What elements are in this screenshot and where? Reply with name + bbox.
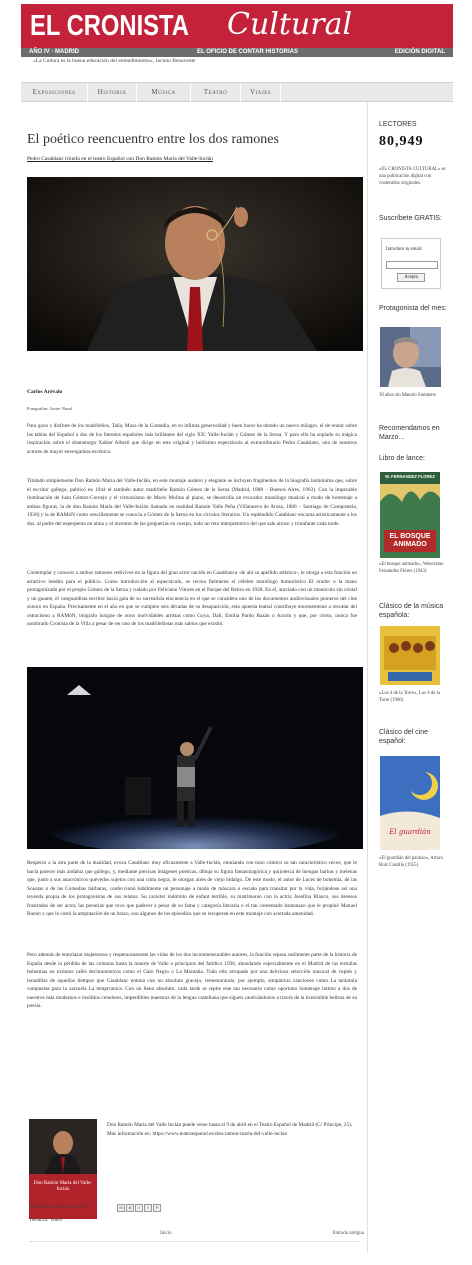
- music-title: Clásico de la música española:: [379, 603, 444, 619]
- protagonist-caption[interactable]: 30 años sin Manolo Summers: [379, 393, 437, 398]
- show-poster-image: [29, 1119, 97, 1219]
- nav-item-teatro[interactable]: Teatro: [191, 83, 241, 102]
- photo-credit: Fotografías: Javier Naval: [27, 406, 73, 411]
- protagonist-image: [380, 327, 441, 387]
- paragraph-2: Titulado simplemente Don Ramón María del Valle-Inclán, en este montaje austero y elegante se incluyen fragmentos de la biografía homónima que, sobre el escritor gallego, publicó en 1944 el también autor madrileño Ramón Gómez de la Serna (Madrid, 1888 – Buenos Aires, 1963). Con la impecable iluminación de Juan Gómez-Cornejo y el virtuosismo de Mario Molina al piano, se desarrolla un evocador monólogo musical a modo de homenaje a ambas figuras, la de don Ramón María del Valle-Inclán llamado en realidad Ramón Valle Peña (Villanueva de Arosa, 1866 – Santiago de Compostela, 1936) y la de RAMóN como sencillamente se conocía a Gómez de la Serna en los círculos literarios. Un espléndido Casablanc encarna artísticamente a los dos, al padre del esperpento en alma y al inventor de las greguerías en cuerpo, todo un reto interpretativo del que sale airoso y triunfante cada tarde.: [27, 478, 357, 527]
- subscribe-form: [381, 238, 441, 289]
- actor-portrait-image: [27, 177, 363, 351]
- edition-label: EDICIÓN DIGITAL: [394, 49, 445, 55]
- album-cover-image: [380, 626, 440, 685]
- recommend-title: Recomendamos en Marzo...: [379, 425, 440, 441]
- album-cover[interactable]: [380, 626, 440, 685]
- movie-poster-text: El guardián: [389, 828, 431, 836]
- main-navigation: [21, 82, 453, 102]
- older-posts-link[interactable]: Entrada antigua: [332, 1231, 364, 1236]
- paragraph-1: Para gozo y disfrute de los madrileños, Talía, Musa de la Comedia, en su infinita generosidad y buen hacer ha obrado un nuevo milagro, el de reunir sobre las tablas del Español a dos de los literatos españoles más brillantes del siglo XX: Valle-Inclán y Gómez de la Serna. Y para ello ha soplado su mágica inspiración sobre el dramaturgo Xabier Alberti que dirige en este original y bellísimo espectáculo al extraordinario Pedro Casablanc, uno de nuestros actores de mayor envergadura escénica.: [27, 423, 357, 455]
- paragraph-3: Contemplar y conocer a ambos ramones redivivos en la figura del gran actor nacido en Casablanca -de ahí su apellido artístico-, le otorga a esta función un atractivo inédito para el público. Como introducción al espectáculo, se recrea fielmente el célebre monólogo humorístico El orador o la mano protagonizado por el propio Gómez de la Serna y rodado por Feliciano Vitores en el Parque del Retiro en 1928. En él, ataviado con un monóculo sin cristal y un guante, el vanguardista escritor hacía gala de su surrealista elocuencia en el que se considera uno de los documentos audiovisuales pioneros del cine sonoro en España. Precisamente en el año en que se cumplen seis décadas de su desaparición, esta apuesta teatral contribuye enormemente a rescatar del ostracismo a RAMóN, biógrafo insigne de otros inolvidables artistas como Goya, Dalí, Emilia Pardo Bazán o Azorín y que, por cierto, nunca fue nombrado Cronista de la Villa a pesar de ser uno de los madrileñistas más sabios que existió.: [27, 570, 357, 627]
- book-cover[interactable]: [380, 472, 440, 558]
- movie-poster-image: [380, 756, 440, 850]
- published-date[interactable]: publicado en marzo 08, 2023: [29, 1205, 88, 1210]
- site-blurb: «EL CRONISTA CULTURAL» es una publicación digital con contenidos originales.: [379, 167, 446, 186]
- issue-label: AÑO IV · MADRID: [29, 49, 79, 55]
- cinema-caption[interactable]: «El guardián del paraíso», Arturo Ruiz Castillo (1955): [379, 856, 444, 868]
- stage-image: [27, 667, 363, 849]
- book-cover-author: W. FERNANDEZ FLOREZ: [385, 474, 435, 479]
- nav-item-historia[interactable]: Historia: [88, 83, 137, 102]
- cinema-title: Clásico del cine español:: [379, 729, 429, 745]
- post-title[interactable]: El poético reencuentro entre los dos ramones: [27, 132, 279, 147]
- post-author: Carlos Arévalo: [27, 389, 63, 395]
- motto-label: EL OFICIO DE CONTAR HISTORIAS: [197, 49, 299, 55]
- paragraph-4: Respecto a la otra parte de la dualidad, evoca Casablanc muy eficazmente a Valle-Inclán, emulando con tono cómico su tan característico ceceo, que le hacía parecer más andaluz que gallego, y, mediante precisas imágenes poéticas, dibuja su figura fantasmagórica y quijotesca de luengas barbas y melenas que, junto a sus anacrónicos quevedos sujetos con una cinta negra, le otorgan aires de viejo hidalgo. De este modo, el autor de Luces de bohemia, de las Sonatas o de las Comedias bárbaras, confeccionó hábilmente un personaje a modo de máscara o escudo para transitar por la vida, forjándose así una leyenda propia de los protagonistas de sus relatos. Su carácter indómito de enfant terrible, su matrimonio con la actriz Josefina Blanco, sus desesos frustrados de ser actor, las penurias que tuvo que padecer a pesar de su fama y categoría literaria o el tan comentado bastonazo que le propinó Manuel Bueno y que le costó la amputación de un brazo, son algunos de los episodios que se recuperan en este montaje con acertada amenidad.: [27, 860, 357, 917]
- pinterest-share-icon[interactable]: P: [153, 1204, 161, 1212]
- actor-portrait-photo[interactable]: [27, 177, 363, 351]
- site-header[interactable]: [21, 4, 453, 48]
- movie-poster[interactable]: [380, 756, 440, 850]
- subscribe-email-label: Introduce tu email:: [386, 247, 423, 252]
- nav-item-musica[interactable]: Música: [137, 83, 191, 102]
- twitter-share-icon[interactable]: t: [135, 1204, 143, 1212]
- paragraph-5: Pero además de entrelazar majestuosa y respetuosamente las vidas de los dos inconmensurables autores, la función repasa sutilmente parte de la historia de España desde la pérdida de las colonias hasta la muerte de Valle a principios del fatídico 1936, ahondando especialmente en el Madrid de las tertulias bohemias en extintos cafés decimonónicos como el Gato Negro o La Montaña. Todo ello arropado por una deliciosa selección musical de cuplés y tonadillas de aquellos tiempos que Casablanc entona con un absoluto gracejo, rememorando, por ejemplo, simpáticas canciones como La tarántula compuesta para la zarzuela La temprranica. Con un lleno absoluto, cada tarde se repite este tan necesario como oportuno homenaje íntimo a dos de nuestros más modernos e insólitos creadores, imperdibles maestros de la lengua castellana que siguen cautivándonos a través de la irresistible belleza de su poesía.: [27, 952, 357, 1009]
- site-logo-script[interactable]: Cultural: [227, 7, 353, 42]
- readers-count: 80,949: [379, 134, 424, 149]
- book-caption[interactable]: «El bosque animado», Wenceslao Fernández Flórez (1943): [379, 562, 444, 574]
- show-poster[interactable]: [29, 1119, 97, 1219]
- show-info-note[interactable]: Don Ramón María del Valle Inclán puede verse hasta el 9 de abril en el Teatro Español de Madrid (C/ Príncipe, 25). Más información en: https://www.teatroespanol.es/don-ramon-maria-del-valle-inclan: [107, 1122, 353, 1137]
- book-title: Libro de lance:: [379, 455, 425, 462]
- site-logo-title[interactable]: EL CRONISTA: [30, 10, 189, 42]
- nav-item-exposiciones[interactable]: Exposiciones: [21, 83, 88, 102]
- share-buttons: [117, 1204, 162, 1212]
- post-subtitle: Pedro Casablanc triunfa en el teatro Español con Don Ramón María del Valle-Inclán: [27, 156, 213, 162]
- protagonist-title: Protagonista del mes:: [379, 305, 447, 312]
- book-cover-title: EL BOSQUE ANIMADO: [389, 533, 431, 548]
- post-labels[interactable]: Temática: Teatro: [29, 1218, 63, 1223]
- header-subbar: [21, 48, 453, 57]
- home-link[interactable]: Inicio: [160, 1231, 172, 1236]
- readers-title: LECTORES: [379, 121, 417, 128]
- header-quote: «La Cultura es la buena educación del entendimiento», Jacinto Benavente: [33, 58, 196, 64]
- email-share-icon[interactable]: M: [117, 1204, 125, 1212]
- music-caption[interactable]: «Los 4 de la Torre», Los 4 de la Torre (1966): [379, 691, 440, 703]
- nav-item-viajes[interactable]: Viajes: [241, 83, 281, 102]
- main-column: [21, 102, 368, 1252]
- poster-title: Don Ramón María del Valle-Inclán: [34, 1181, 92, 1192]
- stage-photo[interactable]: [27, 667, 363, 849]
- blog-share-icon[interactable]: B: [126, 1204, 134, 1212]
- subscribe-email-input[interactable]: [386, 261, 438, 269]
- subscribe-title: Suscríbete GRATIS:: [379, 215, 442, 222]
- sidebar: [375, 102, 457, 1252]
- subscribe-button[interactable]: Acepta: [397, 273, 425, 282]
- protagonist-photo[interactable]: [380, 327, 441, 387]
- footer-divider: [30, 1241, 360, 1242]
- pager: [21, 1231, 368, 1241]
- facebook-share-icon[interactable]: f: [144, 1204, 152, 1212]
